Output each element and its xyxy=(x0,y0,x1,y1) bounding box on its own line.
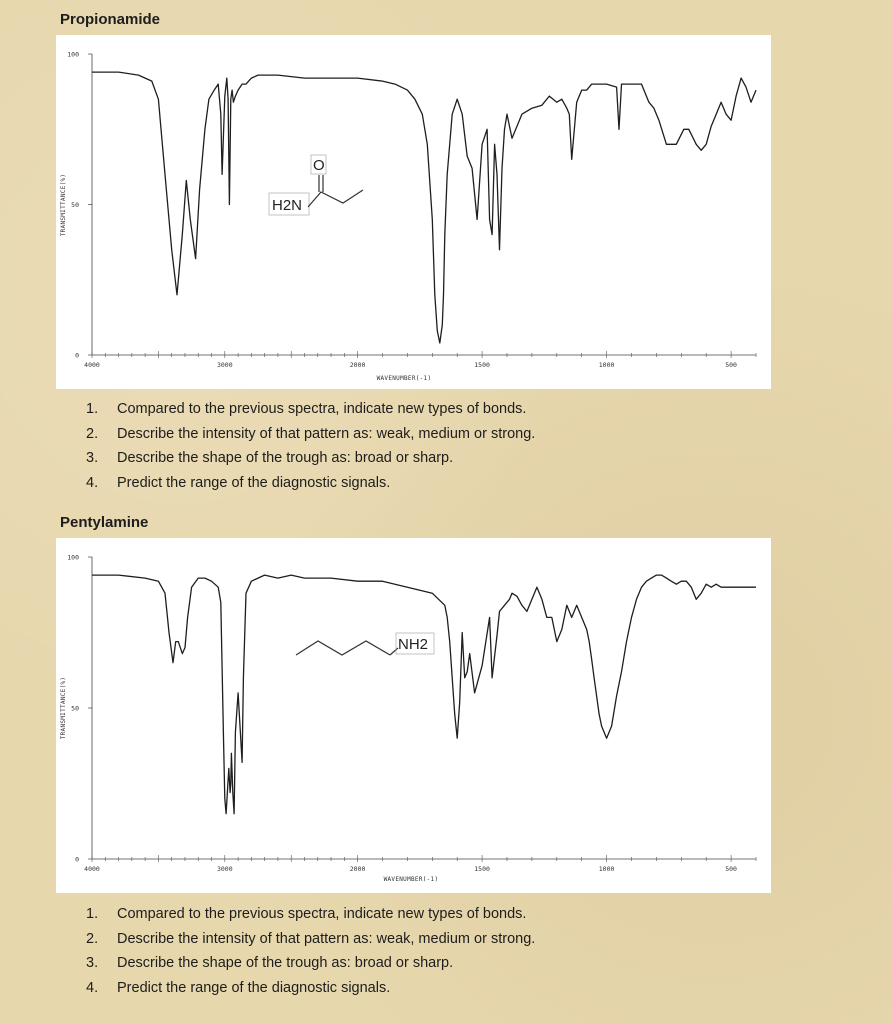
x-tick-label: 3000 xyxy=(216,865,233,873)
x-tick-label: 500 xyxy=(725,361,737,369)
question-number: 2. xyxy=(86,425,99,442)
question-item xyxy=(86,976,535,1001)
section-title-propionamide: Propionamide xyxy=(60,11,161,28)
y-tick-label: 0 xyxy=(75,351,79,360)
x-tick-label: 2000 xyxy=(349,361,366,369)
spectrum-line xyxy=(92,72,756,343)
pentylamine-structure xyxy=(296,633,434,655)
question-number: 1. xyxy=(86,401,99,417)
x-axis-label: WAVENUMBER(-1) xyxy=(376,375,432,382)
x-tick-label: 4000 xyxy=(84,361,100,369)
question-number: 1. xyxy=(86,906,99,922)
question-number: 3. xyxy=(86,955,99,971)
question-item xyxy=(86,927,535,952)
y-axis-label: TRANSMITTANCE(%) xyxy=(60,676,67,740)
y-axis-label: TRANSMITTANCE(%) xyxy=(60,173,67,237)
amine-group-label: NH2 xyxy=(398,636,429,653)
y-tick-label: 50 xyxy=(71,201,79,209)
question-item xyxy=(86,902,535,927)
question-number: 4. xyxy=(86,979,99,996)
x-tick-label: 1000 xyxy=(598,865,615,873)
x-tick-label: 1000 xyxy=(598,361,615,369)
x-tick-label: 1500 xyxy=(474,865,490,873)
x-tick-label: 4000 xyxy=(84,865,100,873)
question-list-propionamide xyxy=(86,397,535,495)
question-text: Compared to the previous spectra, indicate new types of bonds. xyxy=(117,906,527,922)
question-number: 2. xyxy=(86,930,99,947)
question-text: Describe the intensity of that pattern as: weak, medium or strong. xyxy=(117,425,536,442)
question-number: 4. xyxy=(86,474,99,491)
spectrum-line xyxy=(92,575,756,814)
x-axis-label: WAVENUMBER(-1) xyxy=(383,876,439,883)
amine-group-label: H2N xyxy=(272,197,303,214)
y-tick-label: 100 xyxy=(67,553,79,562)
x-tick-label: 1500 xyxy=(474,361,490,369)
question-list-pentylamine xyxy=(86,902,535,1000)
question-text: Describe the intensity of that pattern as: weak, medium or strong. xyxy=(117,930,536,947)
y-tick-label: 100 xyxy=(67,50,79,59)
section-title-pentylamine: Pentylamine xyxy=(60,514,149,531)
question-item xyxy=(86,471,535,496)
question-number: 3. xyxy=(86,450,99,466)
x-tick-label: 2000 xyxy=(349,865,366,873)
y-tick-label: 50 xyxy=(71,704,79,713)
question-text: Compared to the previous spectra, indicate new types of bonds. xyxy=(117,401,527,417)
propionamide-structure xyxy=(269,155,363,215)
question-item xyxy=(86,446,535,471)
oxygen-label: O xyxy=(313,157,325,174)
y-tick-label: 0 xyxy=(75,855,79,864)
question-item xyxy=(86,422,535,447)
ir-chart-svg xyxy=(56,538,771,893)
ir-chart-propionamide xyxy=(56,35,771,389)
x-tick-label: 3000 xyxy=(216,361,233,369)
question-text: Predict the range of the diagnostic signals. xyxy=(117,474,391,491)
ir-chart-pentylamine xyxy=(56,538,771,893)
question-item xyxy=(86,951,535,976)
question-item xyxy=(86,397,535,422)
x-tick-label: 500 xyxy=(725,865,737,873)
question-text: Describe the shape of the trough as: broad or sharp. xyxy=(117,450,454,466)
question-text: Predict the range of the diagnostic signals. xyxy=(117,979,391,996)
carbon-chain-bonds xyxy=(296,641,390,655)
question-text: Describe the shape of the trough as: broad or sharp. xyxy=(117,955,454,971)
ir-chart-svg xyxy=(56,35,771,389)
carbon-chain-bonds xyxy=(308,190,363,207)
